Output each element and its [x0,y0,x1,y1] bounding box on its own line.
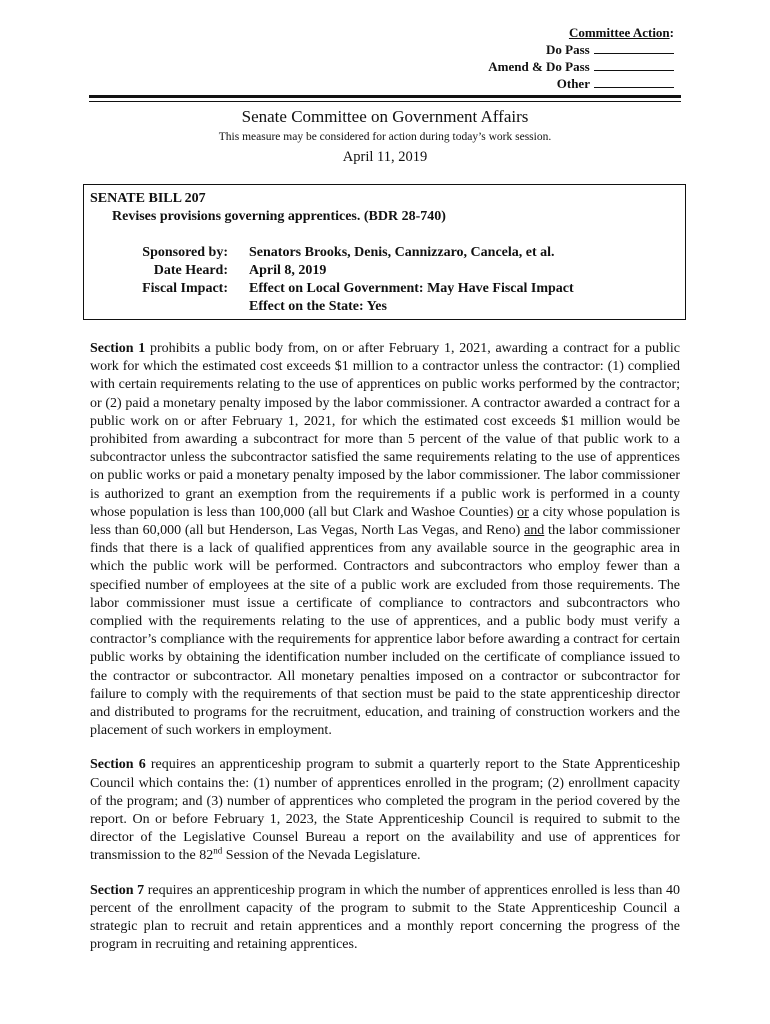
do-pass-line [488,41,674,58]
bill-summary-text [90,340,680,971]
section-1-paragraph [90,340,680,740]
bill-description: Revises provisions governing apprentices. (BDR 28-740) [112,209,446,224]
section-7-paragraph [90,882,680,955]
section-1-text-a: prohibits a public body from, on or after February 1, 2021, awarding a contract for a public work for which the estimated cost exceeds $1 million to a contractor unless the contractor: (1) complied with certain requirements relating to the use of apprentices on public works performed by the contractor; or (2) paid a monetary penalty imposed by the labor commissioner. A contractor awarded a contract for a public work on or after February 1, 2021, for which the estimated cost exceeds $1 million would be prohibited from awarding a subcontract for more than 5 percent of the value of that public work to a subcontractor unless the subcontractor satisfied the same requirements relating to the use of apprentices on public works or paid a monetary penalty imposed by the labor commissioner. The labor commissioner is authorized to grant an exemption from the requirements if a public work is performed in a county whose population is less than 100,000 (all but Clark and Washoe Counties) [90,341,680,520]
date-heard-row [84,263,684,281]
session-date: April 11, 2019 [342,149,428,165]
work-session-note: This measure may be considered for action during today’s work session. [218,131,552,143]
sponsored-row [84,245,684,263]
section-1-label: Section 1 [90,341,146,356]
section-6-paragraph [90,756,680,865]
amend-do-pass-blank [594,59,674,71]
section-1-and: and [524,523,545,539]
committee-action-block: Committee Action: Do Pass Amend & Do Pass Other [488,25,674,91]
fiscal-impact-row [84,281,684,299]
date-heard-value: April 8, 2019 [249,263,327,278]
date-heard-label: Date Heard: [153,263,228,278]
other-blank [594,76,674,88]
sponsored-value: Senators Brooks, Denis, Cannizzaro, Cancela, et al. [249,245,555,260]
section-6-ordinal-suffix: nd [213,845,223,856]
section-6-text-b: Session of the Nevada Legislature. [222,848,421,864]
section-1-or: or [517,504,529,520]
fiscal-state-value: Effect on the State: Yes [249,299,387,314]
fiscal-state-row [84,299,684,317]
amend-do-pass-line [488,58,674,75]
sponsored-label: Sponsored by: [142,245,228,260]
section-6-label: Section 6 [90,757,146,773]
section-6-text-a: requires an apprenticeship program to submit a quarterly report to the State Apprenticeship Council which contains the: (1) number of apprentices enrolled in the program; (2) enrollment capacity of the program; and (3) number of apprentices who completed the program in the period covered by the report. On or before February 1, 2023, the State Apprenticeship Council is required to submit to the director of the Legislative Counsel Bureau a report on the availability and use of apprentices for transmission to the 82 [90,757,680,864]
section-7-label: Section 7 [90,882,145,898]
bill-summary-box [83,184,686,320]
fiscal-impact-label: Fiscal Impact: [142,281,228,296]
amend-do-pass-label: Amend & Do Pass [488,59,590,74]
header-divider-thin [89,101,681,102]
section-1-text-b: a city whose population is less than 60,000 (all but Henderson, Las Vegas, North Las Vegas, and Reno) [90,504,680,539]
other-line [488,75,674,92]
committee-action-title: Committee Action [568,25,670,40]
section-1-text-c: the labor commissioner finds that there is a lack of qualified apprentices from any available source in the geographic area in which the public work will be performed. Contractors and subcontractors who employ fewer than a specified number of employees at the site of a public work are excluded from those requirements. The labor commissioner must issue a certificate of compliance to contractors and subcontractors who complied with the requirements relating to the use of apprentices, and a public body must verify a contractor’s compliance with the requirements for apprentice labor before awarding a contract for certain public works by obtaining the identification number included on the certificate of compliance issued to the contractor or subcontractor. All monetary penalties imposed on a contractor or subcontractor for failure to comply with the requirements of that section must be paid to the state apprenticeship director and distributed to programs for the recruitment, education, and training of construction workers and the placement of such workers in employment. [90,523,680,739]
committee-title: Senate Committee on Government Affairs [241,107,529,126]
section-7-text: requires an apprenticeship program in which the number of apprentices enrolled is less than 40 percent of the enrollment capacity of the program to submit to the State Apprenticeship Council a strategic plan to recruit and retain apprentices and a monthly report concerning the progress of the program in recruiting and retaining apprentices. [90,882,680,953]
header-divider-thick [89,95,681,98]
do-pass-label: Do Pass [546,42,590,57]
other-label: Other [556,76,590,91]
fiscal-local-value: Effect on Local Government: May Have Fiscal Impact [249,281,574,296]
do-pass-blank [594,42,674,54]
bill-number: SENATE BILL 207 [90,191,206,206]
